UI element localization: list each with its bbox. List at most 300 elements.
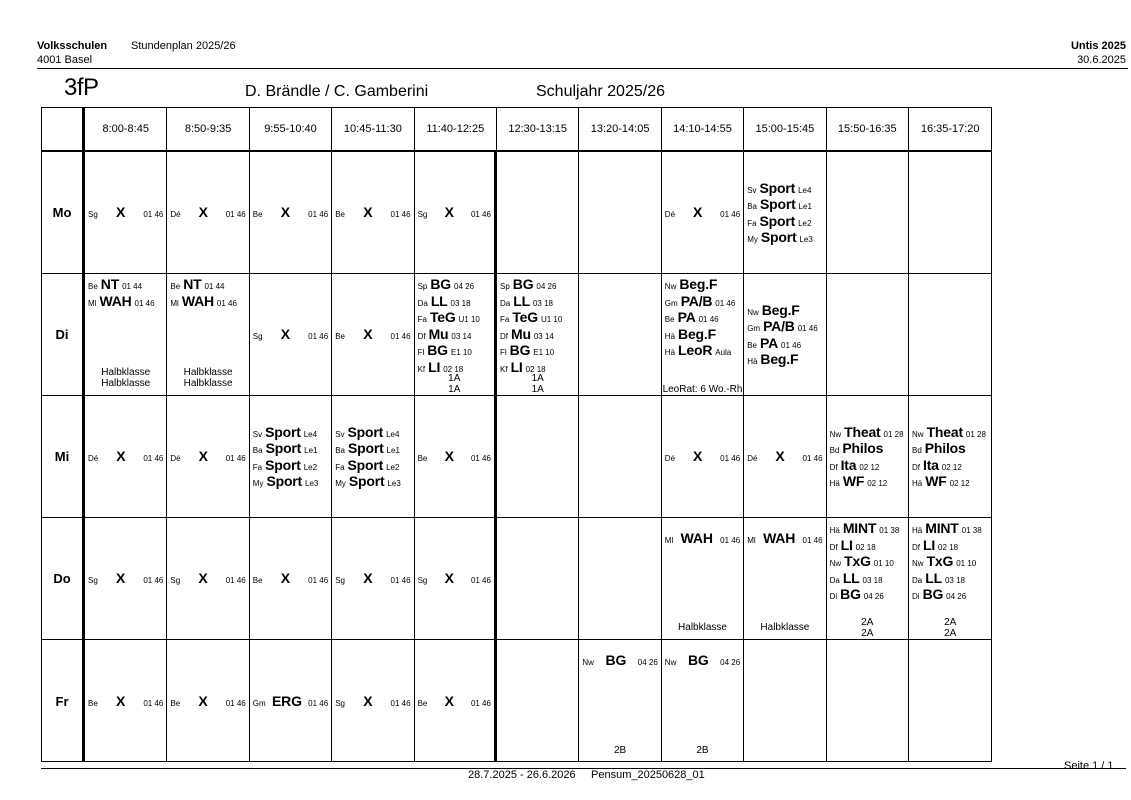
lesson-cell (167, 518, 249, 640)
lesson-notes (827, 617, 908, 639)
room-code: 01 46 (308, 698, 329, 708)
room-code: U1 10 (540, 315, 563, 324)
subject-code: BG (922, 586, 944, 602)
subject-code: X (116, 448, 126, 465)
room-code: 01 46 (225, 210, 246, 220)
subject-code: X (198, 570, 208, 587)
lesson-cell (250, 640, 332, 762)
lesson-cell (579, 396, 661, 518)
subject-code: X (444, 448, 454, 465)
teacher-code: Nw (829, 429, 842, 439)
subject-code: X (363, 326, 373, 343)
teacher-code: Be (747, 340, 757, 350)
lesson-entry (830, 473, 905, 490)
room-code: 04 26 (536, 282, 557, 291)
lesson-entries (579, 152, 660, 273)
room-code: 01 46 (308, 332, 329, 342)
room-code: Le1 (304, 446, 318, 455)
lesson-entry (665, 342, 740, 359)
room-code: 01 46 (781, 340, 802, 350)
class-name: 3fP (64, 74, 99, 101)
lesson-entry (912, 473, 988, 490)
lesson-entry (747, 213, 822, 230)
teacher-code: Be (88, 282, 98, 291)
period-header: 13:20-14:05 (579, 108, 661, 152)
lesson-cell (744, 396, 826, 518)
room-code: 02 18 (525, 364, 546, 374)
subject-code: X (280, 570, 290, 587)
teacher-code: Bd (829, 446, 840, 455)
teacher-code: Hä (912, 526, 923, 535)
room-code: Le2 (798, 218, 812, 228)
room-code: 01 46 (390, 210, 411, 220)
header-rule (37, 68, 1128, 69)
lesson-entries (250, 152, 331, 273)
lesson-notes (662, 384, 743, 395)
room-code: 01 46 (390, 332, 411, 342)
lesson-entry (912, 586, 988, 603)
lesson-entries (579, 640, 660, 762)
teacher-code: Be (252, 210, 263, 220)
subject-code: Theat (926, 423, 963, 440)
lesson-entry (830, 586, 905, 603)
subject-code: TxG (844, 553, 871, 569)
room-code: 01 46 (143, 454, 164, 464)
lesson-cell (827, 152, 909, 274)
teacher-code: Hä (664, 331, 676, 341)
room-code: Le2 (386, 462, 400, 472)
subject-code: BG (509, 342, 531, 358)
lesson-entry (912, 570, 988, 587)
room-code: 01 46 (720, 454, 741, 464)
lesson-entries (85, 640, 166, 762)
lesson-cell (662, 518, 744, 640)
lesson-cell (827, 396, 909, 518)
lesson-entry (912, 520, 988, 537)
lesson-entries (250, 274, 331, 395)
teacher-code: Da (417, 298, 428, 308)
lesson-entry (912, 457, 988, 474)
lesson-note: 1A (448, 384, 461, 395)
lesson-entry (665, 448, 740, 465)
room-code: 01 46 (225, 454, 246, 464)
school-city: 4001 Basel (37, 54, 93, 66)
lesson-cell (744, 640, 826, 762)
period-header: 8:00-8:45 (85, 108, 167, 152)
teacher-code: Fa (335, 462, 345, 472)
teacher-code: Kf (417, 364, 426, 374)
room-code: 01 28 (965, 429, 986, 439)
room-code: 02 12 (941, 462, 962, 472)
lesson-entry (747, 318, 822, 335)
lesson-entries (415, 396, 494, 517)
lesson-cell (332, 274, 414, 396)
subject-code: Sport (347, 456, 384, 473)
lesson-notes (744, 622, 825, 633)
lesson-entries (744, 274, 825, 395)
plan-title: Stundenplan 2025/26 (131, 40, 236, 52)
teacher-code: Df (912, 462, 920, 472)
lesson-entry (88, 293, 163, 310)
lesson-entry (912, 424, 988, 441)
teacher-code: Sg (417, 576, 428, 586)
subject-code: Sport (347, 423, 384, 440)
lesson-cell (332, 518, 414, 640)
teacher-code: My (747, 235, 758, 244)
lesson-entry (418, 326, 491, 343)
lesson-notes (662, 622, 743, 633)
subject-code: NT (183, 276, 202, 292)
lesson-cell (827, 640, 909, 762)
subject-code: X (363, 692, 373, 709)
subject-code: WAH (680, 530, 713, 546)
room-code: 01 46 (390, 576, 411, 586)
subject-code: LL (513, 292, 530, 309)
subject-code: Sport (265, 440, 302, 456)
lesson-cell (497, 396, 579, 518)
teacher-code: Hä (829, 479, 840, 488)
lesson-entry (170, 570, 245, 587)
lesson-cell (332, 640, 414, 762)
teacher-code: Ml (747, 536, 756, 545)
lesson-note: 2A (861, 617, 874, 628)
teacher-code: Fa (747, 218, 757, 228)
room-code: 04 26 (637, 658, 658, 667)
room-code: 01 46 (216, 298, 237, 308)
lesson-cell (909, 152, 991, 274)
subject-code: X (280, 204, 290, 221)
lesson-note: 1A (448, 373, 461, 384)
room-code: 01 46 (308, 210, 329, 220)
subject-code: Philos (842, 440, 884, 456)
lesson-cell (250, 274, 332, 396)
footer-rule (41, 768, 1126, 769)
subject-code: BG (430, 276, 451, 292)
lesson-entry (830, 537, 905, 554)
lesson-entries (85, 152, 166, 273)
lesson-entries (497, 396, 578, 517)
lesson-entries (744, 640, 825, 762)
subject-code: LI (840, 536, 853, 553)
teacher-code: Sv (747, 185, 757, 195)
room-code: 02 18 (443, 364, 464, 374)
lesson-note: Halbklasse (101, 367, 151, 378)
lesson-entry (665, 309, 740, 326)
lesson-entries (909, 640, 991, 762)
lesson-entry (418, 204, 491, 221)
teacher-code: Dé (664, 454, 676, 464)
lesson-entries (909, 274, 991, 395)
subject-code: X (198, 448, 208, 465)
period-header: 11:40-12:25 (415, 108, 497, 152)
lesson-entries (415, 640, 494, 762)
subject-code: X (363, 570, 373, 587)
lesson-entry (418, 693, 491, 710)
teacher-code: Nw (747, 307, 759, 317)
subject-code: X (775, 448, 785, 465)
subject-code: MINT (842, 520, 877, 536)
lesson-entry (418, 293, 491, 310)
room-code: 01 46 (143, 698, 164, 708)
room-code: E1 10 (450, 348, 472, 357)
period-header: 15:50-16:35 (827, 108, 909, 152)
teacher-code: Hä (829, 526, 840, 535)
room-code: 02 12 (859, 462, 880, 472)
lesson-note: Halbklasse (183, 378, 233, 389)
lesson-entry (665, 276, 740, 293)
teacher-code: Be (170, 698, 181, 708)
lesson-notes (167, 367, 248, 389)
subject-code: X (363, 204, 373, 221)
teacher-code: Fa (500, 315, 510, 324)
lesson-entries (497, 640, 578, 762)
subject-code: PA (759, 334, 778, 351)
print-date: 30.6.2025 (1077, 54, 1126, 66)
lesson-cell (662, 396, 744, 518)
lesson-cell (497, 518, 579, 640)
lesson-note: Halbklasse (101, 378, 151, 389)
lesson-entries (250, 396, 331, 517)
lesson-entry (747, 196, 822, 213)
room-code: 01 46 (802, 536, 823, 545)
subject-code: TeG (512, 309, 538, 325)
subject-code: BG (687, 652, 709, 668)
lesson-entries (827, 152, 908, 273)
lesson-entries (85, 396, 166, 517)
period-header: 10:45-11:30 (332, 108, 414, 152)
lesson-entries (332, 640, 413, 762)
teacher-code: My (335, 479, 346, 488)
lesson-entry (335, 693, 410, 710)
subject-code: LL (430, 292, 448, 309)
teacher-code: Dé (747, 454, 758, 464)
lesson-cell (332, 396, 414, 518)
lesson-entry (170, 276, 245, 293)
room-code: 01 46 (134, 298, 155, 308)
teacher-code: Sg (335, 698, 345, 708)
teacher-code: Kf (500, 364, 508, 374)
lesson-entries (497, 518, 578, 639)
subject-code: X (116, 204, 126, 221)
room-code: Aula (715, 348, 732, 357)
lesson-entry (335, 204, 410, 221)
subject-code: Mu (428, 325, 449, 342)
lesson-entry (170, 204, 245, 221)
teacher-code: Be (417, 454, 428, 464)
lesson-entries (497, 152, 578, 273)
teacher-code: Nw (829, 559, 842, 568)
lesson-note: 2B (613, 745, 627, 756)
lesson-cell (909, 396, 991, 518)
teacher-code: Nw (912, 429, 924, 439)
lesson-entry (253, 440, 328, 457)
lesson-note: 1A (531, 384, 544, 395)
subject-code: PA/B (763, 318, 795, 334)
room-code: 01 44 (204, 282, 225, 291)
teacher-code: Dé (664, 210, 676, 220)
room-code: 01 46 (698, 315, 719, 324)
teacher-code: Sv (335, 429, 345, 439)
subject-code: TeG (429, 309, 456, 325)
lesson-entry (747, 530, 822, 547)
room-code: Le4 (386, 429, 400, 439)
lesson-cell (662, 640, 744, 762)
subject-code: BG (840, 586, 861, 602)
lesson-entries (415, 518, 494, 639)
teacher-code: Be (88, 698, 98, 708)
lesson-entry (665, 530, 740, 547)
teacher-code: Gm (252, 698, 266, 708)
lesson-note: LeoRat: 6 Wo.-Rh (662, 384, 743, 395)
lesson-cell (909, 640, 991, 762)
lesson-notes (909, 617, 991, 639)
room-code: Le4 (303, 429, 318, 439)
room-code: 01 38 (879, 526, 900, 535)
lesson-entries (167, 396, 248, 517)
lesson-entry (747, 351, 822, 368)
teacher-code: Sg (88, 210, 98, 220)
lesson-cell (250, 152, 332, 274)
period-header: 9:55-10:40 (250, 108, 332, 152)
lesson-entry (418, 309, 491, 326)
lesson-cell (167, 152, 249, 274)
teacher-code: Hä (747, 357, 758, 366)
subject-code: X (693, 204, 703, 221)
teacher-code: Nw (912, 559, 924, 568)
lesson-entries (744, 518, 825, 639)
lesson-notes (85, 367, 166, 389)
teacher-code: My (252, 479, 264, 488)
lesson-cell (662, 274, 744, 396)
lesson-entries (167, 152, 248, 273)
room-code: 02 12 (867, 479, 888, 488)
lesson-entry (912, 537, 988, 554)
teacher-code: Nw (582, 658, 594, 667)
subject-code: X (116, 570, 126, 587)
room-code: Le4 (798, 185, 812, 195)
teacher-code: Sg (417, 210, 428, 220)
lesson-entry (253, 424, 328, 441)
room-code: 01 10 (956, 559, 977, 568)
lesson-entries (827, 274, 908, 395)
lesson-note: Halbklasse (678, 622, 727, 633)
teacher-code: Gm (747, 324, 761, 333)
teacher-code: Di (912, 592, 920, 601)
lesson-entry (418, 342, 491, 359)
room-code: 02 18 (855, 542, 876, 552)
subject-code: Sport (266, 473, 303, 489)
lesson-entry (747, 335, 822, 352)
room-code: 03 18 (450, 298, 471, 308)
lesson-cell (167, 396, 249, 518)
lesson-entry (500, 293, 575, 310)
teacher-code: Dé (170, 454, 181, 464)
lesson-entry (582, 652, 657, 669)
lesson-cell (744, 518, 826, 640)
subject-code: LI (510, 358, 523, 375)
lesson-entry (500, 326, 575, 343)
room-code: 01 38 (961, 526, 982, 535)
lesson-entry (253, 326, 328, 343)
teacher-code: Df (500, 331, 508, 341)
lesson-entry (912, 440, 988, 457)
room-code: 02 12 (949, 479, 970, 488)
lesson-cell (85, 396, 167, 518)
teacher-code: Df (829, 542, 838, 552)
subject-code: Sport (348, 473, 385, 489)
room-code: 01 28 (883, 429, 904, 439)
subject-code: LL (925, 569, 942, 586)
subject-code: Ita (840, 456, 857, 473)
lesson-cell (827, 274, 909, 396)
lesson-cell (167, 274, 249, 396)
subject-code: Sport (265, 456, 301, 473)
room-code: 04 26 (946, 592, 967, 601)
lesson-entries (662, 640, 743, 762)
subject-code: LeoR (678, 342, 713, 358)
lesson-note: 2A (944, 628, 957, 639)
subject-code: LI (923, 536, 936, 553)
day-label: Mo (42, 152, 85, 274)
lesson-note: 2B (696, 745, 709, 756)
lesson-entry (830, 520, 905, 537)
lesson-entry (418, 448, 491, 465)
lesson-entries (332, 274, 413, 395)
lesson-cell (909, 274, 991, 396)
subject-code: Sport (760, 229, 797, 245)
teacher-code: Sp (417, 282, 428, 291)
room-code: 03 18 (862, 575, 883, 585)
lesson-note: 2A (944, 617, 957, 628)
lesson-entry (170, 293, 245, 310)
lesson-cell (415, 518, 497, 640)
room-code: 04 26 (863, 592, 884, 601)
lesson-cell (85, 518, 167, 640)
lesson-entry (335, 473, 410, 490)
lesson-cell (85, 274, 167, 396)
room-code: Le3 (305, 479, 319, 488)
teacher-code: Be (252, 576, 263, 586)
room-code: 04 26 (454, 282, 475, 291)
teacher-code: Ml (664, 536, 674, 545)
subject-code: Sport (759, 196, 796, 212)
teacher-code: Df (912, 542, 920, 552)
lesson-note: Halbklasse (183, 367, 233, 378)
subject-code: ERG (272, 692, 302, 709)
subject-code: WF (842, 473, 865, 489)
lesson-entry (830, 424, 905, 441)
teacher-code: Be (170, 282, 181, 291)
teacher-code: Df (829, 462, 838, 472)
room-code: 01 46 (390, 698, 411, 708)
room-code: 03 14 (533, 331, 554, 341)
subject-code: BG (512, 276, 534, 292)
lesson-entry (88, 448, 163, 465)
subject-code: Mu (511, 325, 531, 342)
lesson-cell (579, 274, 661, 396)
lesson-entry (665, 326, 740, 343)
lesson-entry (747, 302, 822, 319)
lesson-entries (332, 396, 413, 517)
lesson-entry (170, 448, 245, 465)
teacher-code: Df (417, 331, 426, 341)
room-code: U1 10 (458, 315, 480, 324)
subject-code: X (444, 692, 454, 709)
lesson-entry (830, 457, 905, 474)
lesson-entry (747, 180, 822, 197)
lesson-cell (909, 518, 991, 640)
teacher-code: Da (912, 575, 923, 585)
